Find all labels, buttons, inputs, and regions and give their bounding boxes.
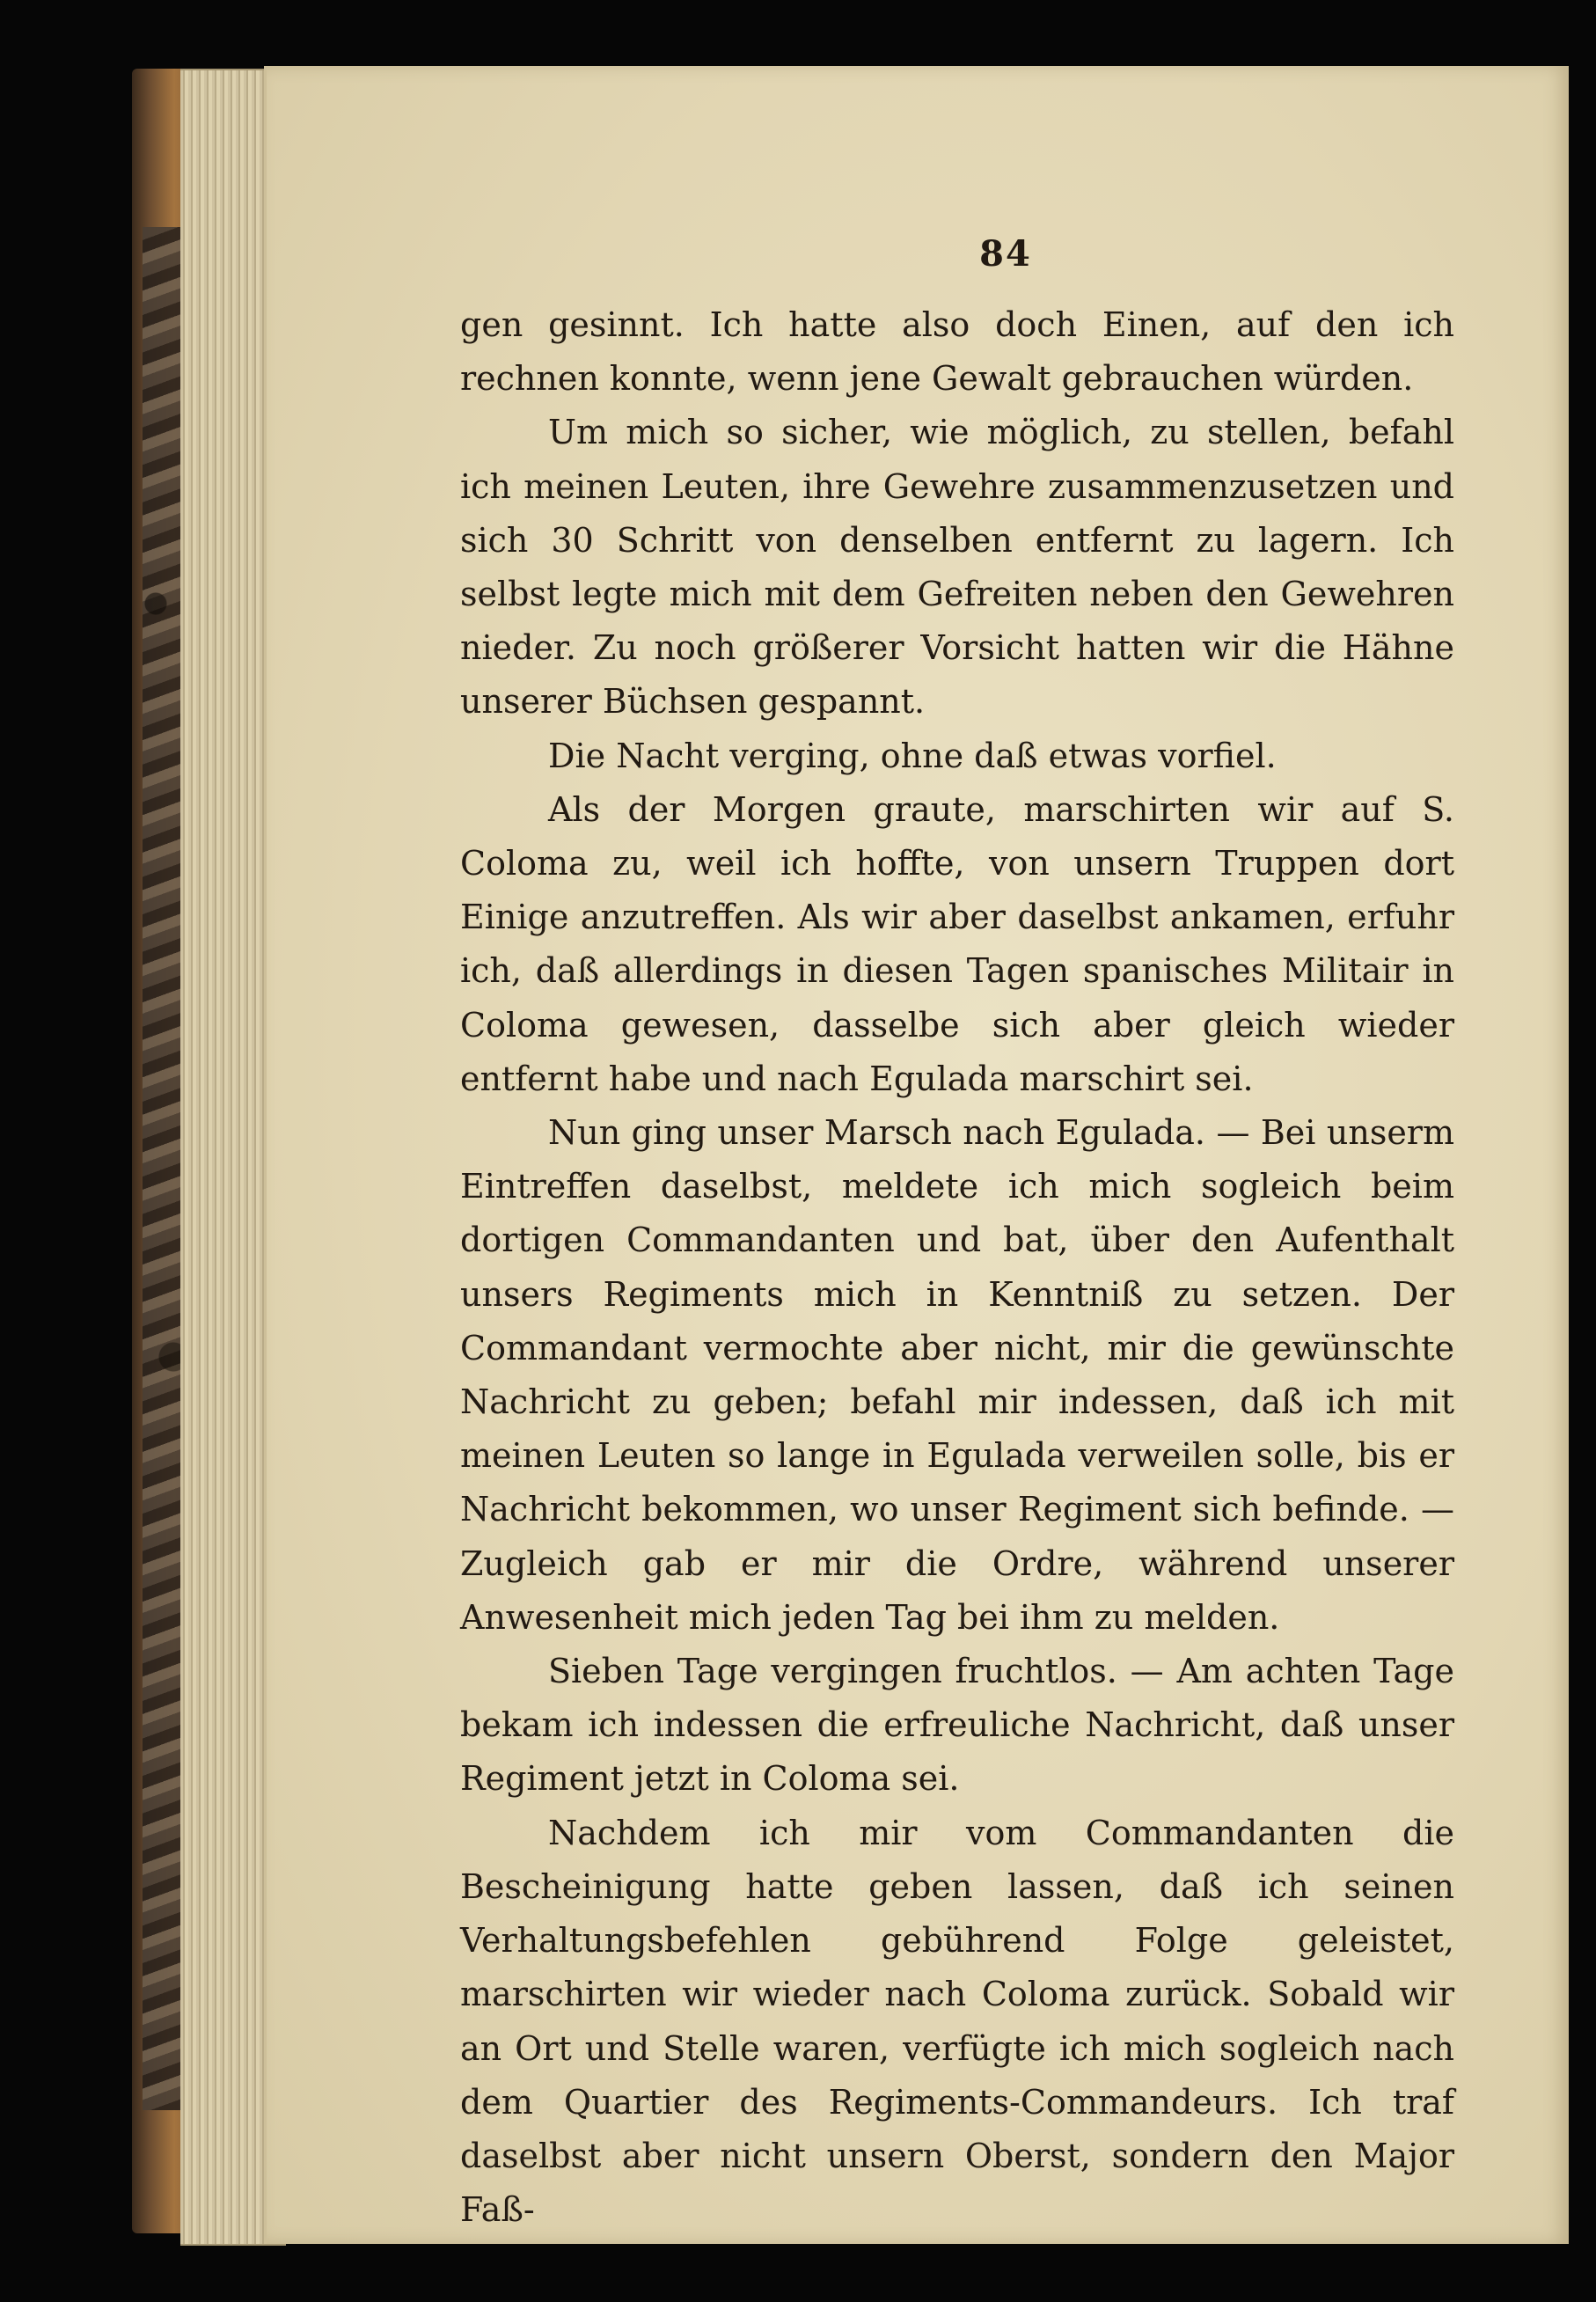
- paragraph-4: Als der Morgen graute, marschirten wir auf S. Coloma zu, weil ich hoffte, von unsern Truppen dort Einige anzutreffen. Als wir aber daselbst ankamen, erfuhr ich, daß allerdings in diesen Tagen spanisches Militair in Coloma gewesen, dasselbe sich aber gleich wieder entfernt habe und nach Egulada marschirt sei.: [460, 789, 1454, 1098]
- paragraph-7: Nachdem ich mir vom Commandanten die Bescheinigung hatte geben lassen, daß ich seinen Verhaltungsbefehlen gebührend Folge geleistet, marschirten wir wieder nach Coloma zurück. Sobald wir an Ort und Stelle waren, verfügte ich mich sogleich nach dem Quartier des Regiments-Commandeurs. Ich traf daselbst aber nicht unsern Oberst, sondern den Major Faß-: [460, 1813, 1454, 2230]
- book-page: [264, 66, 1569, 2244]
- paragraph-3: Die Nacht verging, ohne daß etwas vorfiel.: [548, 736, 1277, 775]
- paragraph-1: gen gesinnt. Ich hatte also doch Einen, auf den ich rechnen konnte, wenn jene Gewalt gebrauchen würden.: [460, 305, 1454, 399]
- paragraph-5: Nun ging unser Marsch nach Egulada. — Bei unserm Eintreffen daselbst, meldete ich mich sogleich beim dortigen Commandanten und bat, über den Aufenthalt unsers Regiments mich in Kenntniß zu setzen. Der Commandant vermochte aber nicht, mir die gewünschte Nachricht zu geben; befahl mir indessen, daß ich mit meinen Leuten so lange in Egulada verweilen solle, bis er Nachricht bekommen, wo unser Regiment sich befinde. — Zugleich gab er mir die Ordre, während unserer Anwesenheit mich jeden Tag bei ihm zu melden.: [460, 1113, 1454, 1637]
- paragraph-6: Sieben Tage vergingen fruchtlos. — Am achten Tage bekam ich indessen die erfreuliche Nachricht, daß unser Regiment jetzt in Coloma sei.: [460, 1652, 1454, 1799]
- text-block: [460, 233, 1454, 2237]
- paragraph-2: Um mich so sicher, wie möglich, zu stellen, befahl ich meinen Leuten, ihre Gewehre zusammenzusetzen und sich 30 Schritt von denselben entfernt zu lagern. Ich selbst legte mich mit dem Gefreiten neben den Gewehren nieder. Zu noch größerer Vorsicht hatten wir die Hähne unserer Büchsen gespannt.: [460, 413, 1454, 722]
- page-number: 84: [979, 233, 1032, 275]
